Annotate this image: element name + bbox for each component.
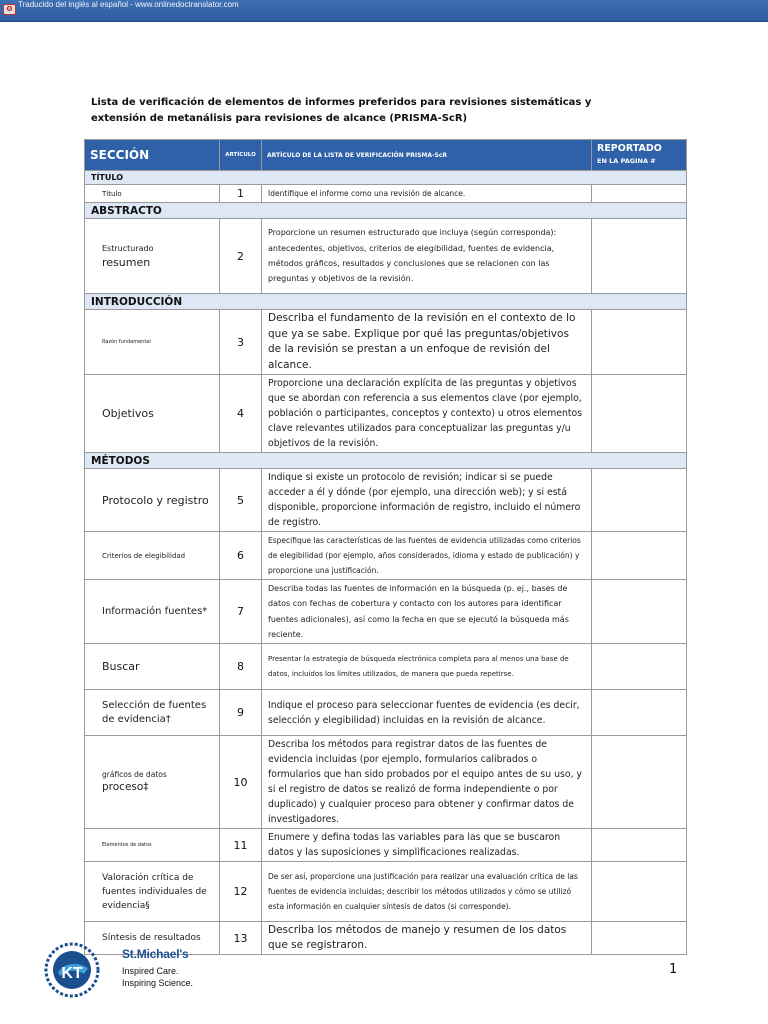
checklist-table (84, 139, 687, 955)
document-title: Lista de verificación de elementos de informes preferidos para revisiones sistemáticas y extensión de metanálisis para revisiones de alcance (PRISMA-ScR) (91, 97, 592, 124)
row-number: 4 (220, 375, 262, 453)
row-item-text: Describa el fundamento de la revisión en el contexto de lo que ya se sabe. Explique por qué las preguntas/objetivos de la revisión se prestan a un enfoque de revisión del alcance. (262, 310, 592, 375)
row-section: Protocolo y registro (85, 469, 220, 532)
row-number: 6 (220, 532, 262, 580)
section-row-introduccion (85, 294, 687, 310)
row-section-line1: gráficos de datos (102, 770, 167, 780)
table-header-row (85, 140, 687, 171)
tagline-line1: Inspired Care. (122, 966, 179, 976)
section-row-metodos (85, 453, 687, 469)
organization-block (122, 947, 193, 989)
table-row (85, 375, 687, 453)
table-row (85, 185, 687, 203)
row-item-text: Especifique las características de las fuentes de evidencia utilizadas como criterios de elegibilidad (por ejemplo, años considerados, idioma y estado de publicación) y proporcione una justificación. (262, 532, 592, 580)
translator-banner-text[interactable]: Traducido del inglés al español - www.onlinedoctranslator.com (18, 0, 239, 9)
row-number: 3 (220, 310, 262, 375)
row-number: 13 (220, 922, 262, 955)
header-section: SECCIÓN (85, 140, 220, 171)
row-section: Información fuentes* (85, 580, 220, 644)
row-number: 8 (220, 644, 262, 690)
row-reported-cell[interactable] (592, 644, 687, 690)
row-number: 10 (220, 736, 262, 829)
translator-logo-icon: ʘ (3, 4, 16, 15)
row-section: Razón fundamental (85, 310, 220, 375)
row-section-line2: resumen (102, 255, 151, 269)
row-reported-cell[interactable] (592, 185, 687, 203)
kt-logo-letters: KT (61, 965, 83, 982)
row-reported-cell[interactable] (592, 310, 687, 375)
table-row (85, 829, 687, 862)
header-reported-sub: EN LA PAGINA # (597, 157, 656, 165)
section-label: TÍTULO (85, 171, 687, 185)
row-number: 12 (220, 862, 262, 922)
row-reported-cell[interactable] (592, 862, 687, 922)
translator-banner (0, 0, 768, 22)
table-row (85, 644, 687, 690)
section-label: MÉTODOS (85, 453, 687, 469)
row-number: 1 (220, 185, 262, 203)
row-item-text: Indique el proceso para seleccionar fuentes de evidencia (es decir, selección y elegibilidad) incluidas en la revisión de alcance. (262, 690, 592, 736)
row-section: Síntesis de resultados (85, 922, 220, 955)
row-section (85, 219, 220, 294)
header-item: ARTÍCULO DE LA LISTA DE VERIFICACIÓN PRISMA-ScR (262, 140, 592, 171)
table-row (85, 690, 687, 736)
row-item-text: Identifique el informe como una revisión de alcance. (262, 185, 592, 203)
row-section (85, 736, 220, 829)
row-reported-cell[interactable] (592, 736, 687, 829)
row-item-text: Presentar la estrategia de búsqueda electrónica completa para al menos una base de datos, incluidos los límites utilizados, de manera que pueda repetirse. (262, 644, 592, 690)
section-row-abstracto (85, 203, 687, 219)
header-reported (592, 140, 687, 171)
table-row (85, 736, 687, 829)
row-item-text: Describa los métodos para registrar datos de las fuentes de evidencia incluidas (por ejemplo, formularios calibrados o formularios que han sido probados por el equipo antes de su uso, y si el registro de datos se realizó de forma independiente o por duplicado) y cualquier proceso para obtener y confirmar datos de investigadores. (262, 736, 592, 829)
row-section-line1: Estructurado (102, 243, 154, 253)
row-number: 2 (220, 219, 262, 294)
section-label: ABSTRACTO (85, 203, 687, 219)
table-row (85, 532, 687, 580)
row-number: 11 (220, 829, 262, 862)
row-section: Selección de fuentes de evidencia† (85, 690, 220, 736)
row-section: Buscar (85, 644, 220, 690)
row-reported-cell[interactable] (592, 690, 687, 736)
kt-logo-icon (44, 942, 100, 998)
page-number: 1 (669, 962, 678, 977)
row-section-line2: proceso‡ (102, 781, 149, 794)
row-number: 5 (220, 469, 262, 532)
row-reported-cell[interactable] (592, 580, 687, 644)
row-item-text: Indique si existe un protocolo de revisión; indicar si se puede acceder a él y dónde (por ejemplo, una dirección web); y si está disponible, proporcione información de registro, incluido el número de registro. (262, 469, 592, 532)
row-item-text: De ser así, proporcione una justificación para realizar una evaluación crítica de las fuentes de evidencia incluidas; describir los métodos utilizados y cómo se utilizó esta información en cualquier síntesis de datos (si corresponde). (262, 862, 592, 922)
row-number: 9 (220, 690, 262, 736)
table-row (85, 862, 687, 922)
row-reported-cell[interactable] (592, 829, 687, 862)
organization-tagline (122, 965, 193, 989)
row-section: Título (85, 185, 220, 203)
table-row (85, 469, 687, 532)
table-row (85, 219, 687, 294)
row-number: 7 (220, 580, 262, 644)
row-item-text: Proporcione una declaración explícita de las preguntas y objetivos que se abordan con referencia a sus elementos clave (por ejemplo, población o participantes, conceptos y contexto) u otros elementos clave relevantes utilizados para conceptualizar las preguntas y/u objetivos de la revisión. (262, 375, 592, 453)
row-reported-cell[interactable] (592, 922, 687, 955)
row-section: Valoración crítica de fuentes individuales de evidencia§ (85, 862, 220, 922)
row-reported-cell[interactable] (592, 219, 687, 294)
row-reported-cell[interactable] (592, 532, 687, 580)
row-item-text: Describa todas las fuentes de información en la búsqueda (p. ej., bases de datos con fechas de cobertura y contacto con los autores para identificar fuentes adicionales), así como la fecha en que se ejecutó la búsqueda más reciente. (262, 580, 592, 644)
header-article: ARTÍCULO (220, 140, 262, 171)
table-row (85, 580, 687, 644)
header-reported-label: REPORTADO (597, 143, 662, 154)
row-reported-cell[interactable] (592, 375, 687, 453)
organization-name: St.Michael's (122, 947, 189, 961)
row-item-text: Enumere y defina todas las variables para las que se buscaron datos y las suposiciones y simplificaciones realizadas. (262, 829, 592, 862)
row-section: Elementos de datos (85, 829, 220, 862)
section-row-titulo (85, 171, 687, 185)
table-row (85, 310, 687, 375)
row-reported-cell[interactable] (592, 469, 687, 532)
tagline-line2: Inspiring Science. (122, 978, 194, 988)
row-section: Criterios de elegibilidad (85, 532, 220, 580)
row-section: Objetivos (85, 375, 220, 453)
row-item-text: Describa los métodos de manejo y resumen de los datos que se registraron. (262, 922, 592, 955)
section-label: INTRODUCCIÓN (85, 294, 687, 310)
row-item-text: Proporcione un resumen estructurado que incluya (según corresponda): antecedentes, objetivos, criterios de elegibilidad, fuentes de evidencia, métodos gráficos, resultados y conclusiones que se relacionen con las preguntas y objetivos de la revisión. (262, 219, 592, 294)
